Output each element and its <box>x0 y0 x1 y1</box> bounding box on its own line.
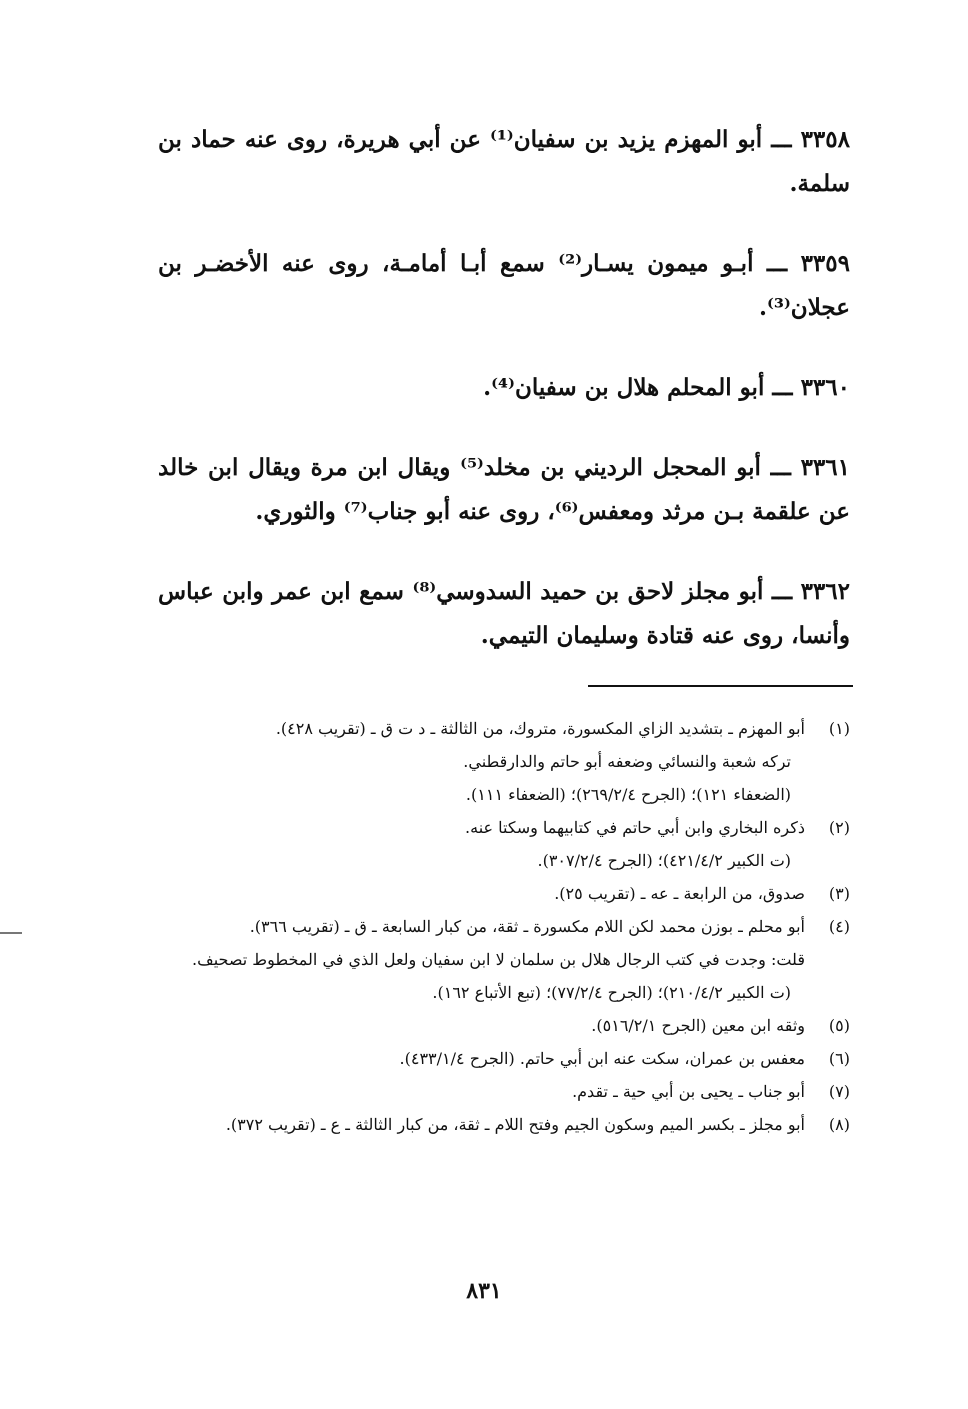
footnote-number: (٨) <box>828 1115 850 1134</box>
footnote <box>158 712 850 811</box>
footnote-number: (٧) <box>828 1082 850 1101</box>
footnote <box>158 1108 850 1141</box>
entries-list <box>158 118 850 694</box>
entry-number: ٣٣٦٢ <box>800 578 850 605</box>
footnote <box>158 1009 850 1042</box>
footnote <box>158 877 850 910</box>
entry-number: ٣٣٦٠ <box>800 374 850 401</box>
footnote-line: أبو جناب ـ يحيى بن أبي حية ـ تقدم. <box>572 1082 805 1101</box>
footnote-line: وثقه ابن معين (الجرح ٥١٦/٢/١). <box>591 1016 805 1035</box>
footnote-number: (١) <box>828 719 850 738</box>
footnote <box>158 910 850 1009</box>
footnote-divider <box>588 685 853 687</box>
footnote-line: أبو المهزم ـ بتشديد الزاي المكسورة، متروك، من الثالثة ـ د ت ق ـ (تقريب ٤٢٨). <box>275 719 805 738</box>
entry-text: ـــ أبو مجلز لاحق بن حميد السدوسي⁽⁸⁾ سمع ابن عمر وابن عباس وأنسا، روى عنه قتادة وسليمان التيمي. <box>158 578 850 649</box>
footnote-line: (الضعفاء ١٢١)؛ (الجرح ٢٦٩/٢/٤)؛ (الضعفاء ١١١). <box>465 785 791 804</box>
footnote <box>158 811 850 877</box>
entry-number: ٣٣٦١ <box>800 454 850 481</box>
footnote <box>158 1075 850 1108</box>
footnote-number: (٥) <box>828 1016 850 1035</box>
entry <box>158 118 850 206</box>
footnote-line: معفس بن عمران، سكت عنه ابن أبي حاتم. (الجرح ٤٣٣/١/٤). <box>399 1049 805 1068</box>
footnote-number: (٤) <box>828 917 850 936</box>
footnote <box>158 1042 850 1075</box>
entry-number: ٣٣٥٩ <box>800 250 850 277</box>
entry <box>158 242 850 330</box>
footnote-line: أبو محلم ـ بوزن محمد لكن اللام مكسورة ـ ثقة، من كبار السابعة ـ ق ـ (تقريب ٣٦٦). <box>249 917 805 936</box>
entry-text: ـــ أبو المهزم يزيد بن سفيان⁽¹⁾ عن أبي هريرة، روى عنه حماد بن سلمة. <box>158 126 850 197</box>
page-number: ٨٣١ <box>466 1278 502 1304</box>
entry <box>158 570 850 658</box>
footnote-line: أبو مجلز ـ بكسر الميم وسكون الجيم وفتح اللام ـ ثقة، من كبار الثالثة ـ ع ـ (تقريب ٣٧٢). <box>225 1115 805 1134</box>
footnote-line: صدوق، من الرابعة ـ عه ـ (تقريب ٢٥). <box>554 884 805 903</box>
entry <box>158 366 850 410</box>
footnotes <box>158 712 850 1141</box>
footnote-line: (ت الكبير ٤٢١/٤/٢)؛ (الجرح ٣٠٧/٢/٤). <box>537 851 791 870</box>
footnote-line: قلت: وجدت في كتب الرجال هلال بن سلمان لا ابن سفيان ولعل الذي في المخطوط تصحيف. <box>192 950 805 969</box>
entry-number: ٣٣٥٨ <box>800 126 850 153</box>
margin-mark <box>0 932 22 934</box>
entry-text: ـــ أبو المحلم هلال بن سفيان⁽⁴⁾. <box>483 374 793 401</box>
footnote-number: (٦) <box>828 1049 850 1068</box>
footnote-line: (ت الكبير ٢١٠/٤/٢)؛ (الجرح ٧٧/٢/٤)؛ (تبع الأتباع ١٦٢). <box>432 983 791 1002</box>
entry <box>158 446 850 534</box>
footnote-number: (٢) <box>828 818 850 837</box>
entry-text: ـــ أبـو ميمون يسـار⁽²⁾ سمع أبـا أمامـة، روى عنه الأخضـر بن عجلان⁽³⁾. <box>158 250 850 321</box>
entry-text: ـــ أبو المحجل الرديني بن مخلد⁽⁵⁾ ويقال ابن مرة ويقال ابن خالد عن علقمة بـن مرثد ومعفس⁽⁶⁾، روى عنه أبو جناب⁽⁷⁾ والثوري. <box>158 454 850 525</box>
footnote-number: (٣) <box>828 884 850 903</box>
footnote-line: تركه شعبة والنسائي وضعفه أبو حاتم والدارقطني. <box>463 752 791 771</box>
footnote-line: ذكره البخاري وابن أبي حاتم في كتابيهما وسكتا عنه. <box>465 818 805 837</box>
